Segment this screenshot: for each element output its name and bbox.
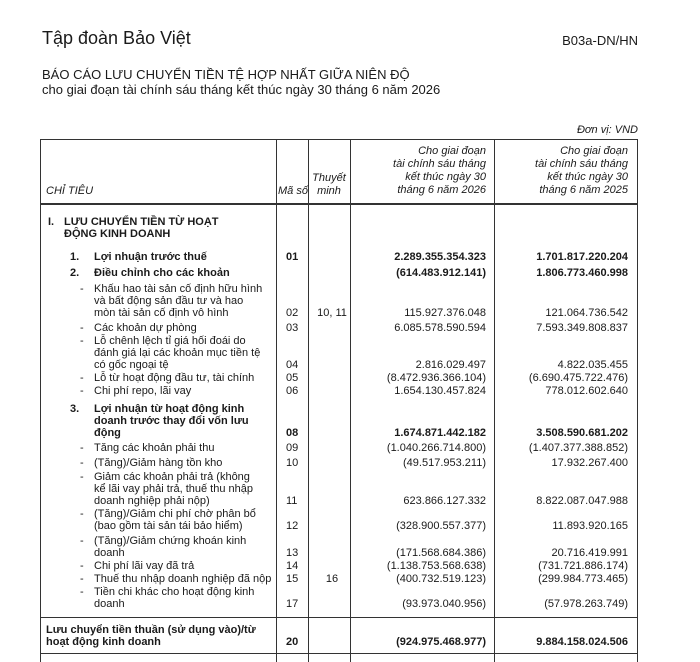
total-divider-bottom — [40, 653, 638, 654]
table-border-right — [637, 139, 638, 662]
form-code: B03a-DN/HN — [562, 33, 638, 48]
col-divider-previous — [494, 139, 495, 662]
header-code: Mã số — [278, 185, 308, 197]
currency-unit: Đơn vị: VND — [576, 124, 638, 136]
total-divider-top — [40, 617, 638, 618]
header-current-period: Cho giai đoạn tài chính sáu tháng kết thúc ngày 30 tháng 6 năm 2026 — [393, 145, 486, 196]
header-note: Thuyết minh — [312, 172, 346, 197]
company-name: Tập đoàn Bảo Việt — [42, 28, 191, 48]
header-divider — [40, 203, 638, 205]
report-title: BÁO CÁO LƯU CHUYỂN TIỀN TỆ HỢP NHẤT GIỮA NIÊN ĐỘ — [42, 67, 410, 82]
report-subtitle: cho giai đoạn tài chính sáu tháng kết thúc ngày 30 tháng 6 năm 2026 — [42, 82, 441, 97]
cash-flow-table: CHỈ TIÊU Mã số Thuyết minh Cho giai đoạn tài chính sáu tháng kết thúc ngày 30 tháng 6 năm 2026 Cho giai đoạn tài chính sáu tháng kết thúc ngày 30 tháng 6 năm 2025 I. LƯU CHUYỂN TIỀN TỪ HOẠT ĐỘNG KINH DOANH 1. Lợi nhuận trước thuế 01 2.289.355.354.323 1.701.817.220.204 2. Điều chỉnh cho các khoản (614.483.912.141) 1.806.773.460.998 - Khấu hao tài sản cố định hữu hình và bất động sản đầu tư và hao mòn tài sản cố định vô hình 02 10, 11 115.927.376.048 121.064.736.542 - Các khoản dự phòng 03 6.085.578.590.594 7.593.349.808.837 - Lỗ chênh lệch tỉ giá hối đoái do đánh giá lại các khoản mục tiền tệ có gốc ngoại tệ 04 2.816.029.497 4.822.035.455 - Lỗ từ hoạt động đầu tư, tài chính 05 (8.472.936.366.104) (6.690.475.722.476) - Chi phí repo, lãi vay 06 1.654.130.457.824 778.012.602.640 3. Lợi nhuận từ hoạt động kinh doanh trước thay đổi vốn lưu động 08 1.674.871.442.182 3.508.590.681.202 - Tăng các khoản phải thu 09 (1.040.266.714.800) (1.407.377.388.852) - (Tăng)/Giảm hàng tồn kho 10 (49.517.953.211) 17.932.267.400 - Giảm các khoản phải trả (không kể lãi vay phải trả, thuế thu nhập doanh nghiệp phải nộp) 11 623.866.127.332 8.822.087.047.988 - (Tăng)/Giảm chi phí chờ phân bổ (bao gồm tài sản tái bảo hiểm) 12 (328.900.557.377) 11.893.920.165 - (Tăng)/Giảm chứng khoán kinh doanh 13 (171.568.684.386) 20.716.419.991 - Chi phí lãi vay đã trả 14 (1.138.753.568.638) (731.721.886.174) - Thuế thu nhập doanh nghiệp đã nộp 15 16 (400.732.519.123) (299.984.773.465) - Tiền chi khác cho hoạt động kinh doanh 17 (93.973.040.956) (57.978.263.749) Lưu chuyển tiền thuần (sử dụng vào)/từ hoạt động kinh doanh 20 (924.975.468.977) 9.884.158.024.506 — [40, 139, 638, 662]
header-item: CHỈ TIÊU — [46, 185, 94, 197]
table-border-top — [40, 139, 638, 140]
header-previous-period: Cho giai đoạn tài chính sáu tháng kết thúc ngày 30 tháng 6 năm 2025 — [535, 145, 628, 196]
table-border-left — [40, 139, 41, 662]
